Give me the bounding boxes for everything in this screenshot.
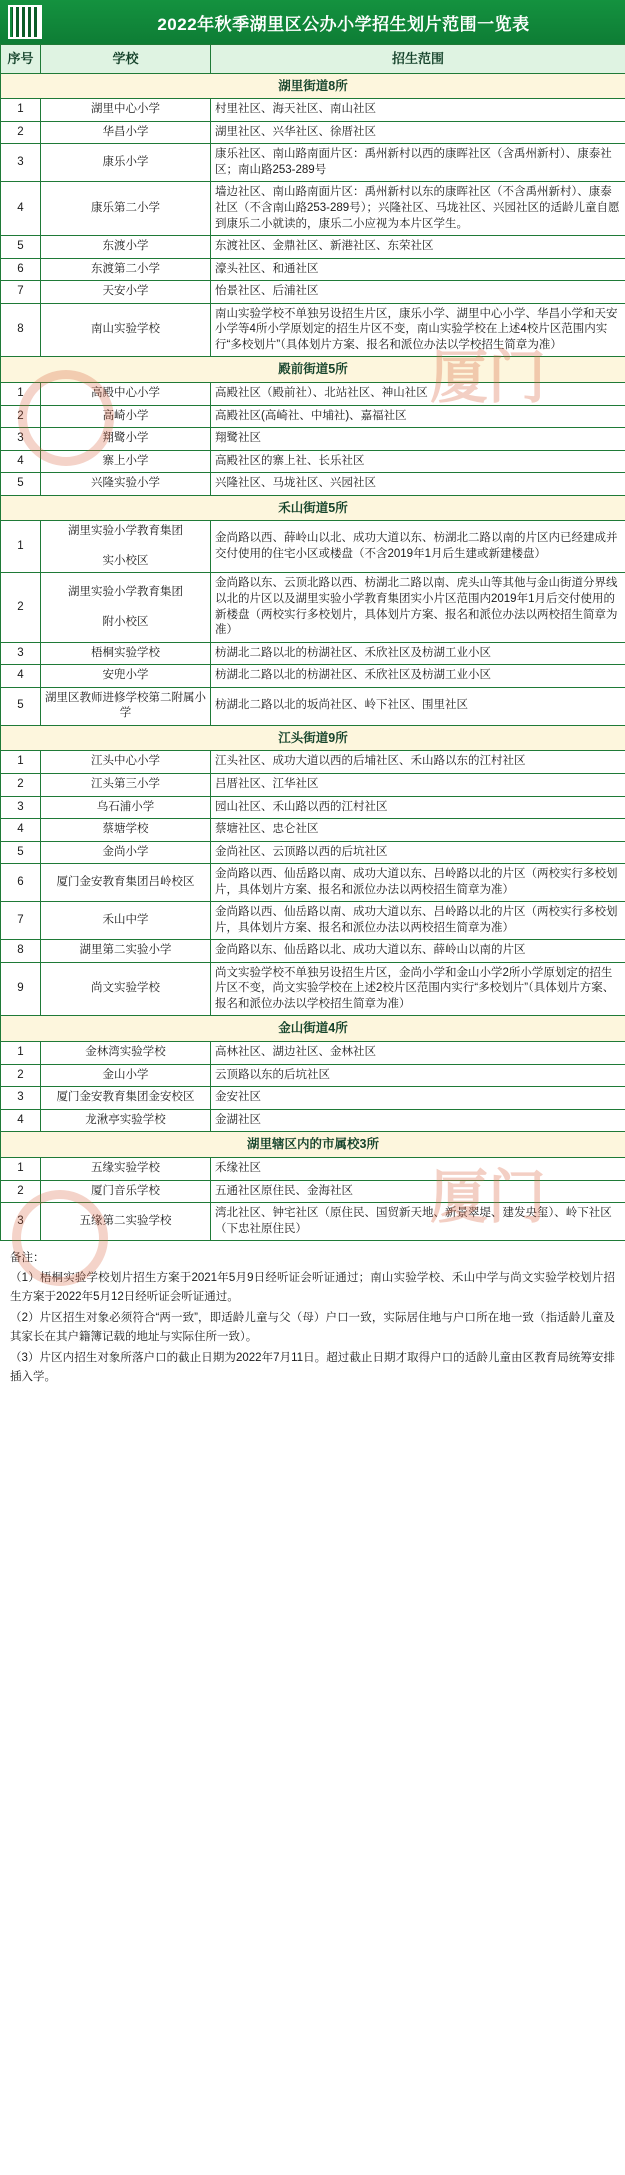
table-section-row	[1, 357, 625, 383]
school-name	[41, 573, 211, 642]
row-number: 1	[1, 383, 41, 406]
table-row	[1, 405, 625, 428]
table-row	[1, 258, 625, 281]
admission-scope: 湾北社区、钟宅社区（原住民、国贸新天地、新景翠堤、建发央玺）、岭下社区（下忠社原住民）	[211, 1203, 625, 1241]
row-number: 5	[1, 473, 41, 496]
table-row	[1, 940, 625, 963]
row-number: 2	[1, 774, 41, 797]
school-name: 金山小学	[41, 1064, 211, 1087]
admission-scope: 墙边社区、南山路南面片区：禹州新村以东的康晖社区（不含禹州新村）、康泰社区（不含南山路253-289号）；兴隆社区、马垅社区、兴园社区的适龄儿童自愿到康乐二小就读的，康乐二小应视为本片区学生。	[211, 182, 625, 236]
admission-scope: 金尚路以东、仙岳路以北、成功大道以东、薛岭山以南的片区	[211, 940, 625, 963]
column-header-no: 序号	[1, 45, 41, 74]
table-row	[1, 1109, 625, 1132]
section-title: 江头街道9所	[1, 725, 625, 751]
school-name-spacer	[45, 601, 206, 615]
school-name: 东渡第二小学	[41, 258, 211, 281]
admission-scope: 金尚路以西、薛岭山以北、成功大道以东、枋湖北二路以南的片区内已经建成并交付使用的住宅小区或楼盘（不含2019年1月后生建或新建楼盘）	[211, 521, 625, 573]
row-number: 7	[1, 902, 41, 940]
table-row	[1, 665, 625, 688]
page-title: 2022年秋季湖里区公办小学招生划片范围一览表	[157, 14, 530, 34]
notes-section	[0, 1241, 625, 1407]
table-row	[1, 383, 625, 406]
school-name: 尚文实验学校	[41, 962, 211, 1016]
section-title: 殿前街道5所	[1, 357, 625, 383]
table-row	[1, 281, 625, 304]
table-row	[1, 144, 625, 182]
table-section-row	[1, 725, 625, 751]
table-row	[1, 642, 625, 665]
qr-code-icon	[8, 5, 42, 39]
row-number: 6	[1, 864, 41, 902]
row-number: 2	[1, 405, 41, 428]
table-row	[1, 521, 625, 573]
admission-scope: 枋湖北二路以北的坂尚社区、岭下社区、围里社区	[211, 687, 625, 725]
note-item: （2）片区招生对象必须符合“两一致”，即适龄儿童与父（母）户口一致，实际居住地与户口所在地一致（指适龄儿童及其家长在其户籍簿记载的地址与实际住所一致）。	[10, 1311, 615, 1343]
row-number: 5	[1, 236, 41, 259]
school-name: 安兜小学	[41, 665, 211, 688]
school-campus: 附小校区	[102, 615, 149, 628]
row-number: 3	[1, 144, 41, 182]
admission-scope: 枋湖北二路以北的枋湖社区、禾欣社区及枋湖工业小区	[211, 665, 625, 688]
school-name-spacer	[45, 540, 206, 554]
table-section-row	[1, 1132, 625, 1158]
note-item: （1）梧桐实验学校划片招生方案于2021年5月9日经听证会听证通过；南山实验学校、禾山中学与尚文实验学校划片招生方案于2022年5月12日经听证会听证通过。	[10, 1272, 615, 1303]
row-number: 1	[1, 1042, 41, 1065]
school-name: 兴隆实验小学	[41, 473, 211, 496]
school-name: 金尚小学	[41, 841, 211, 864]
table-row	[1, 473, 625, 496]
school-name: 金林湾实验学校	[41, 1042, 211, 1065]
admission-scope: 东渡社区、金鼎社区、新港社区、东荣社区	[211, 236, 625, 259]
row-number: 2	[1, 1064, 41, 1087]
row-number: 4	[1, 665, 41, 688]
admission-scope: 金尚路以西、仙岳路以南、成功大道以东、吕岭路以北的片区（两校实行多校划片，具体划片方案、报名和派位办法以两校招生简章为准）	[211, 864, 625, 902]
row-number: 4	[1, 182, 41, 236]
table-row	[1, 962, 625, 1016]
school-name: 厦门金安教育集团吕岭校区	[41, 864, 211, 902]
school-name: 厦门金安教育集团金安校区	[41, 1087, 211, 1110]
section-title: 湖里辖区内的市属校3所	[1, 1132, 625, 1158]
school-name: 康乐小学	[41, 144, 211, 182]
school-name-main: 湖里实验小学教育集团	[68, 525, 183, 538]
school-name: 禾山中学	[41, 902, 211, 940]
section-title: 禾山街道5所	[1, 495, 625, 521]
table-row	[1, 864, 625, 902]
admission-scope: 村里社区、海天社区、南山社区	[211, 99, 625, 122]
admission-scope: 金尚社区、云顶路以西的后坑社区	[211, 841, 625, 864]
table-row	[1, 819, 625, 842]
admission-scope: 高殿社区的寨上社、长乐社区	[211, 450, 625, 473]
table-row	[1, 236, 625, 259]
admission-scope: 金湖社区	[211, 1109, 625, 1132]
row-number: 3	[1, 1087, 41, 1110]
school-name: 湖里第二实验小学	[41, 940, 211, 963]
school-campus: 实小校区	[102, 554, 149, 567]
table-row	[1, 1203, 625, 1241]
table-row	[1, 99, 625, 122]
school-name: 华昌小学	[41, 121, 211, 144]
admission-scope: 湖里社区、兴华社区、徐厝社区	[211, 121, 625, 144]
column-header-school: 学校	[41, 45, 211, 74]
admission-scope: 金安社区	[211, 1087, 625, 1110]
row-number: 1	[1, 521, 41, 573]
page-header	[0, 0, 625, 44]
row-number: 6	[1, 258, 41, 281]
table-body	[1, 73, 625, 1241]
school-name	[41, 521, 211, 573]
row-number: 5	[1, 841, 41, 864]
section-title: 金山街道4所	[1, 1016, 625, 1042]
table-row	[1, 687, 625, 725]
school-name: 湖里区教师进修学校第二附属小学	[41, 687, 211, 725]
row-number: 4	[1, 450, 41, 473]
admission-scope: 江头社区、成功大道以西的后埔社区、禾山路以东的江村社区	[211, 751, 625, 774]
school-name: 梧桐实验学校	[41, 642, 211, 665]
notes-title: 备注：	[10, 1252, 45, 1265]
row-number: 3	[1, 642, 41, 665]
admission-scope: 园山社区、禾山路以西的江村社区	[211, 796, 625, 819]
row-number: 2	[1, 573, 41, 642]
school-name: 蔡塘学校	[41, 819, 211, 842]
row-number: 7	[1, 281, 41, 304]
school-name: 翔鹭小学	[41, 428, 211, 451]
school-name: 东渡小学	[41, 236, 211, 259]
watermark-text: 厦门	[430, 1165, 547, 1230]
admission-scope: 怡景社区、后浦社区	[211, 281, 625, 304]
table-row	[1, 796, 625, 819]
school-name: 寨上小学	[41, 450, 211, 473]
row-number: 3	[1, 1203, 41, 1241]
row-number: 1	[1, 1158, 41, 1181]
watermark-text: 厦门	[430, 345, 547, 410]
table-row	[1, 121, 625, 144]
school-name: 厦门音乐学校	[41, 1180, 211, 1203]
school-name: 龙湫亭实验学校	[41, 1109, 211, 1132]
table-row	[1, 450, 625, 473]
table-row	[1, 1042, 625, 1065]
school-name: 江头第三小学	[41, 774, 211, 797]
row-number: 2	[1, 1180, 41, 1203]
table-row	[1, 902, 625, 940]
table-section-row	[1, 495, 625, 521]
table-section-row	[1, 73, 625, 99]
admission-scope: 金尚路以西、仙岳路以南、成功大道以东、吕岭路以北的片区（两校实行多校划片，具体划片方案、报名和派位办法以两校招生简章为准）	[211, 902, 625, 940]
table-row	[1, 1180, 625, 1203]
row-number: 8	[1, 940, 41, 963]
admission-scope: 枋湖北二路以北的枋湖社区、禾欣社区及枋湖工业小区	[211, 642, 625, 665]
school-name: 江头中心小学	[41, 751, 211, 774]
table-row	[1, 182, 625, 236]
admission-scope: 兴隆社区、马垅社区、兴园社区	[211, 473, 625, 496]
admission-scope: 高殿社区(高崎社、中埔社)、嘉福社区	[211, 405, 625, 428]
admission-scope: 高林社区、湖边社区、金林社区	[211, 1042, 625, 1065]
note-item: （3）片区内招生对象所落户口的截止日期为2022年7月11日。超过截止日期才取得户口的适龄儿童由区教育局统筹安排插入学。	[10, 1351, 615, 1383]
school-name-main: 湖里实验小学教育集团	[68, 586, 183, 598]
table-header-row	[1, 45, 625, 74]
school-name: 天安小学	[41, 281, 211, 304]
admission-scope: 吕厝社区、江华社区	[211, 774, 625, 797]
admission-scope: 蔡塘社区、忠仑社区	[211, 819, 625, 842]
admission-scope: 云顶路以东的后坑社区	[211, 1064, 625, 1087]
admission-scope: 濠头社区、和通社区	[211, 258, 625, 281]
section-title: 湖里街道8所	[1, 73, 625, 99]
row-number: 1	[1, 751, 41, 774]
admission-scope: 尚文实验学校不单独另设招生片区，金尚小学和金山小学2所小学原划定的招生片区不变，尚文实验学校在上述2校片区范围内实行“多校划片”（具体划片方案、报名和派位办法以学校招生简章为准）	[211, 962, 625, 1016]
table-row	[1, 774, 625, 797]
row-number: 9	[1, 962, 41, 1016]
table-section-row	[1, 1016, 625, 1042]
school-name: 湖里中心小学	[41, 99, 211, 122]
admission-scope: 翔鹭社区	[211, 428, 625, 451]
school-name: 乌石浦小学	[41, 796, 211, 819]
admission-scope: 南山实验学校不单独另设招生片区，康乐小学、湖里中心小学、华昌小学和天安小学等4所小学原划定的招生片区不变，南山实验学校在上述4校片区范围内实行“多校划片”（具体划片方案、报名和派位办法以学校招生简章为准）	[211, 303, 625, 357]
admission-table	[0, 44, 625, 1241]
table-row	[1, 573, 625, 642]
row-number: 8	[1, 303, 41, 357]
admission-scope: 五通社区原住民、金海社区	[211, 1180, 625, 1203]
row-number: 3	[1, 796, 41, 819]
row-number: 1	[1, 99, 41, 122]
table-row	[1, 428, 625, 451]
table-row	[1, 1087, 625, 1110]
row-number: 3	[1, 428, 41, 451]
admission-scope: 禾缘社区	[211, 1158, 625, 1181]
school-name: 五缘实验学校	[41, 1158, 211, 1181]
table-row	[1, 1064, 625, 1087]
school-name: 高殿中心小学	[41, 383, 211, 406]
column-header-scope: 招生范围	[211, 45, 625, 74]
row-number: 2	[1, 121, 41, 144]
table-row	[1, 1158, 625, 1181]
school-name: 高崎小学	[41, 405, 211, 428]
row-number: 4	[1, 819, 41, 842]
school-name: 康乐第二小学	[41, 182, 211, 236]
row-number: 5	[1, 687, 41, 725]
school-name: 南山实验学校	[41, 303, 211, 357]
table-row	[1, 751, 625, 774]
admission-scope: 高殿社区（殿前社）、北站社区、神山社区	[211, 383, 625, 406]
admission-scope: 金尚路以东、云顶北路以西、枋湖北二路以南、虎头山等其他与金山街道分界线以北的片区以及湖里实验小学教育集团实小片区范围内2019年1月后交付使用的新楼盘（两校实行多校划片，具体划片方案、报名和派位办法以两校招生简章为准）	[211, 573, 625, 642]
admission-scope: 康乐社区、南山路南面片区：禹州新村以西的康晖社区（含禹州新村）、康泰社区；南山路253-289号	[211, 144, 625, 182]
table-row	[1, 303, 625, 357]
school-name: 五缘第二实验学校	[41, 1203, 211, 1241]
table-row	[1, 841, 625, 864]
row-number: 4	[1, 1109, 41, 1132]
